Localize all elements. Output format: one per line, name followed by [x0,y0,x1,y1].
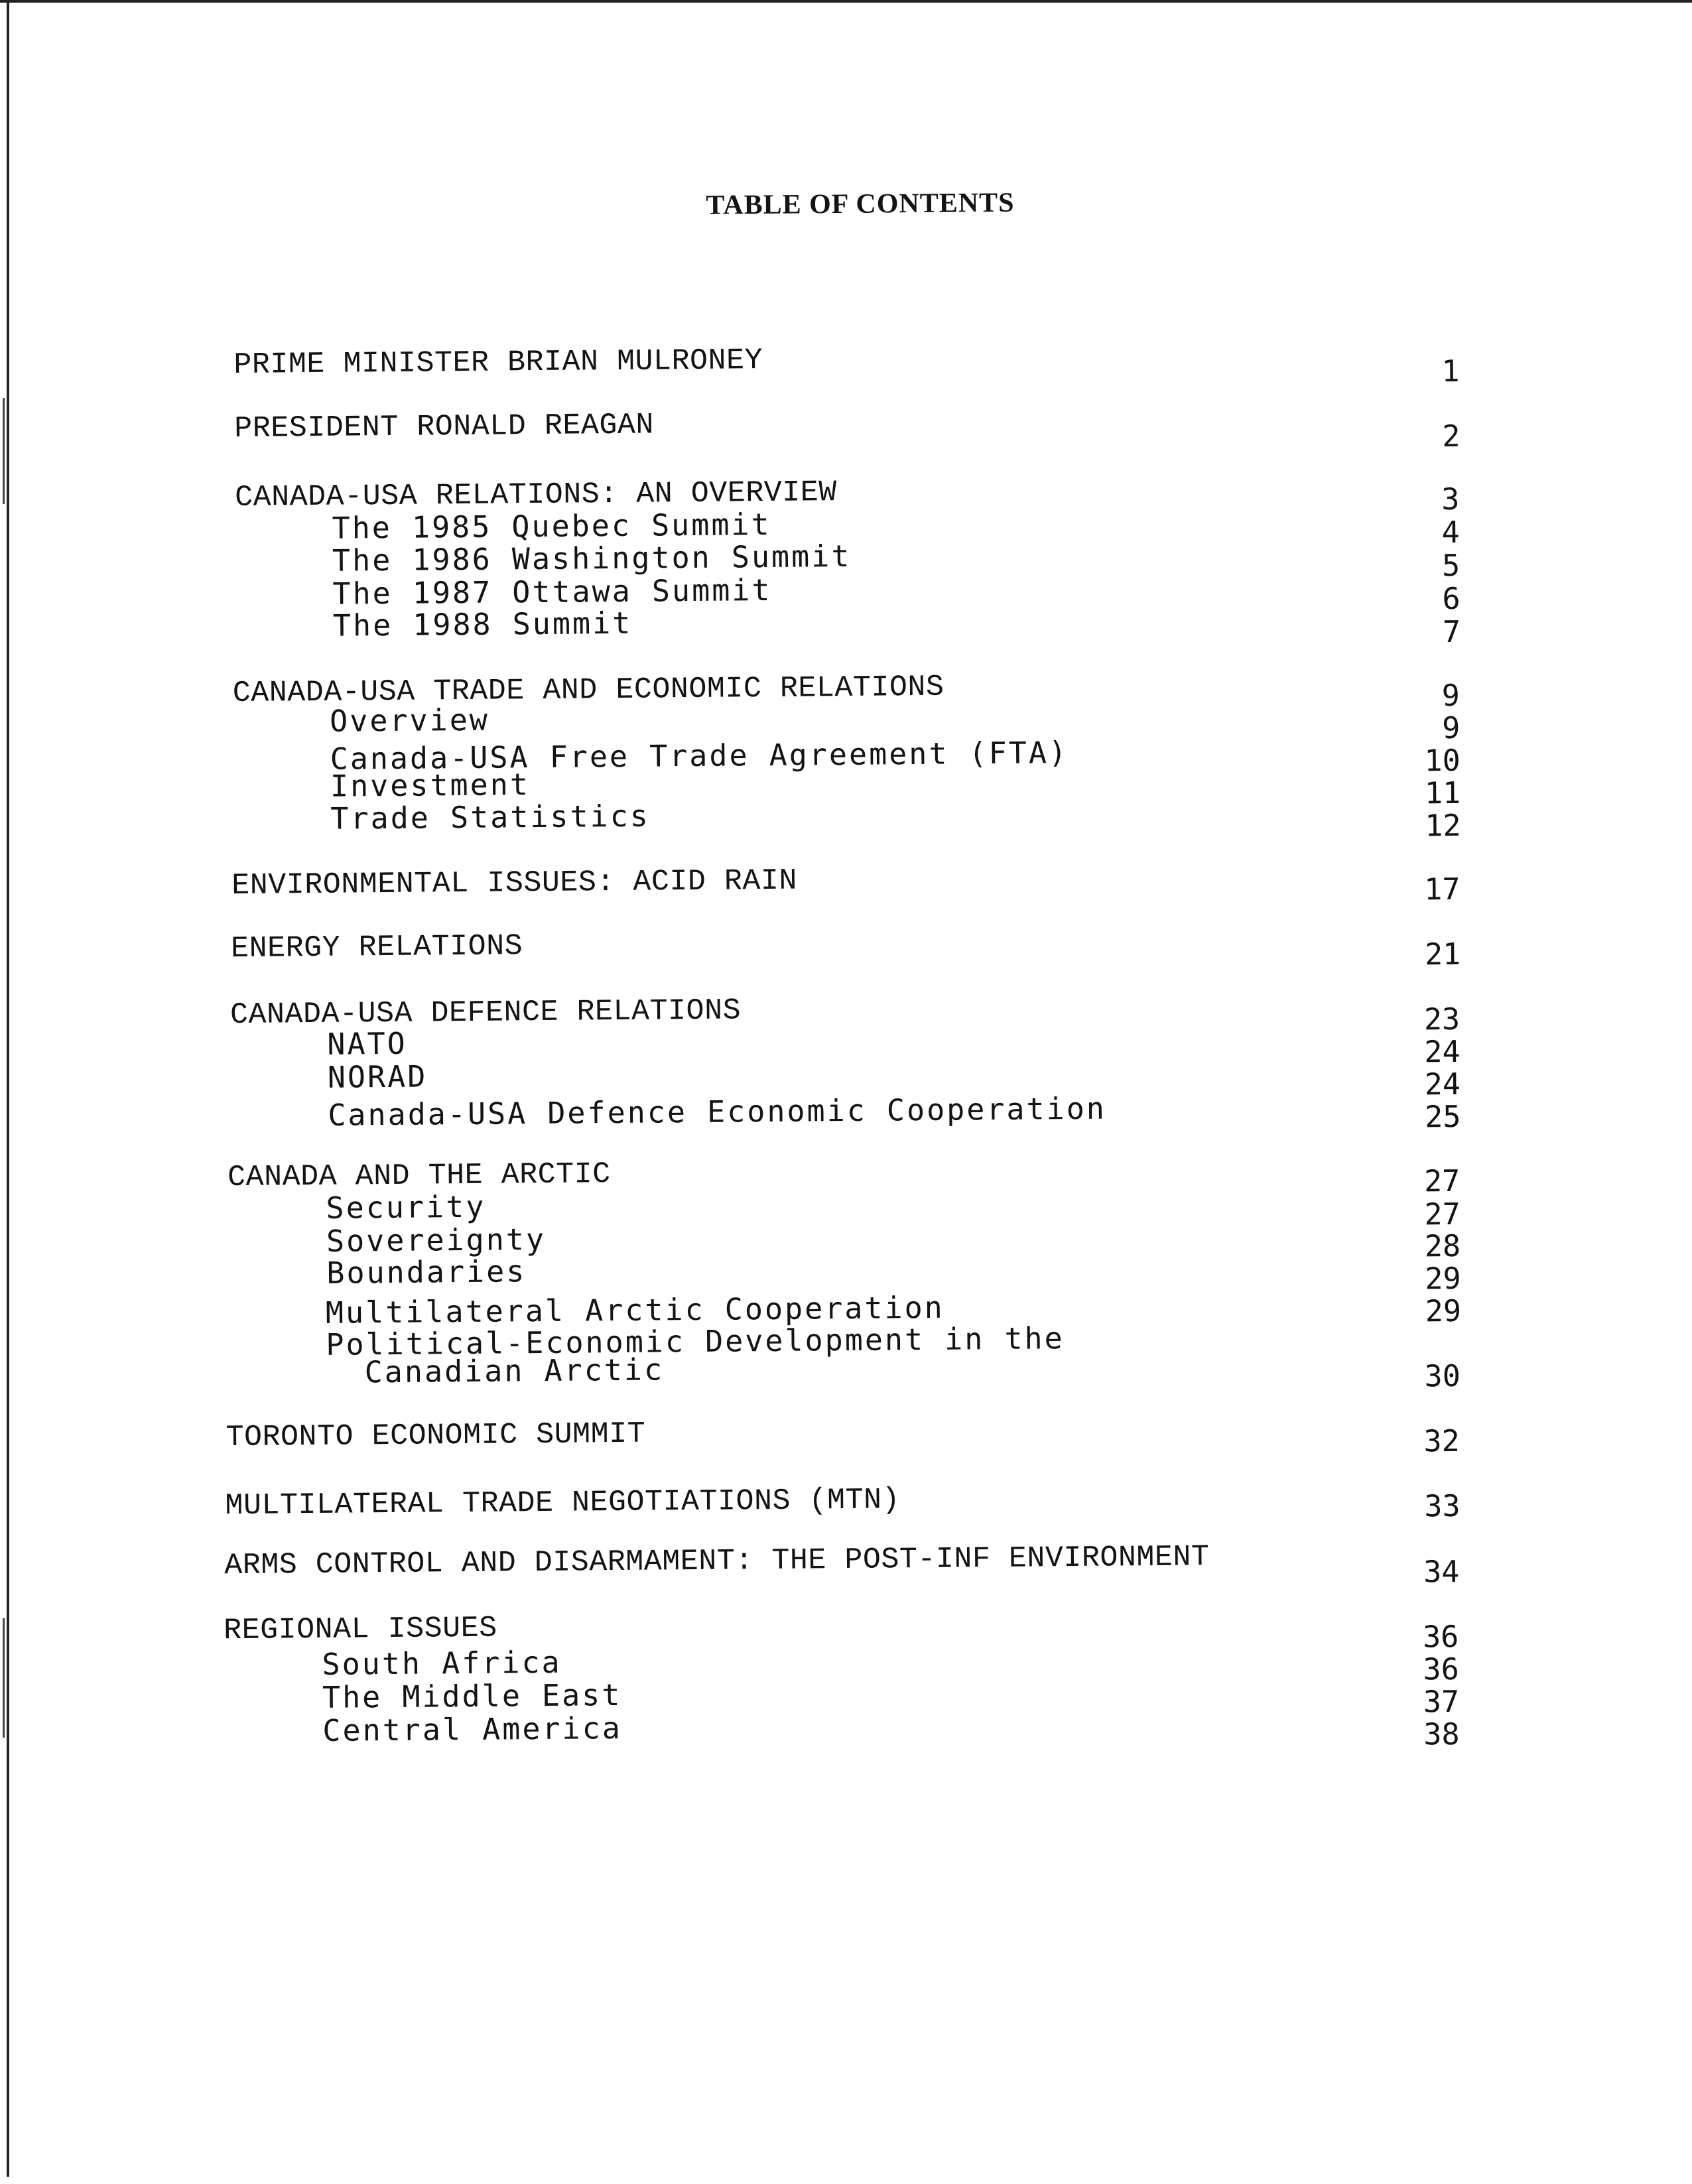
toc-page-number: 4 [1441,514,1460,550]
toc-page-number: 2 [1442,418,1461,454]
toc-subentry: The 1987 Ottawa Summit [332,572,772,611]
toc-subentry: NATO [327,1025,407,1062]
toc-subentry: Multilateral Arctic Cooperation [325,1289,944,1330]
toc-heading: CANADA-USA DEFENCE RELATIONS [229,994,742,1033]
toc-page-number: 24 [1424,1066,1461,1102]
toc-subentry: The 1988 Summit [332,605,633,643]
toc-subentry: Sovereignty [326,1221,547,1259]
toc-subentry: The 1986 Washington Summit [332,538,852,578]
toc-subentry: Trade Statistics [330,798,651,836]
toc-page-number: 32 [1423,1423,1460,1459]
toc-subentry: Security [326,1188,486,1226]
page-title: TABLE OF CONTENTS [706,187,1015,221]
toc-subentry: The 1985 Quebec Summit [332,506,771,546]
toc-subentry: NORAD [327,1059,428,1095]
toc-heading: PRESIDENT RONALD REAGAN [234,408,655,446]
toc-subentry: Canada-USA Defence Economic Cooperation [328,1090,1107,1133]
toc-subentry: Central America [322,1710,623,1748]
toc-page-number: 11 [1424,775,1461,811]
toc-subentry: Overview [329,702,490,739]
toc-page-number: 10 [1424,742,1461,779]
toc-heading: CANADA AND THE ARCTIC [227,1157,611,1195]
toc-page-number: 9 [1441,710,1461,746]
toc-page-number: 34 [1423,1553,1460,1590]
toc-subentry: Boundaries [326,1253,527,1291]
toc-page-number: 24 [1424,1033,1461,1070]
toc-page-number: 7 [1442,613,1461,650]
toc-page-number: 37 [1423,1683,1460,1720]
toc-page-number: 25 [1424,1098,1461,1135]
toc-page-number: 29 [1425,1260,1461,1297]
toc-heading: ENERGY RELATIONS [230,929,523,966]
toc-heading: CANADA-USA RELATIONS: AN OVERVIEW [234,476,838,515]
toc-page-number: 9 [1441,677,1461,714]
toc-page-number: 38 [1423,1716,1460,1752]
toc-subentry: Investment [330,767,531,804]
toc-page-number: 12 [1425,807,1461,844]
toc-page-number: 28 [1424,1228,1461,1264]
toc-page-number: 30 [1424,1358,1461,1394]
toc-subentry-continued: Canadian Arctic [364,1352,665,1390]
toc-page-number: 27 [1424,1196,1461,1232]
toc-subentry: Political-Economic Development in the [326,1320,1065,1362]
toc-page-number: 1 [1441,353,1460,389]
toc-page-number: 29 [1425,1293,1462,1329]
toc-subentry: South Africa [322,1644,562,1682]
toc-subentry: The Middle East [322,1677,622,1715]
toc-heading: ENVIRONMENTAL ISSUES: ACID RAIN [231,864,798,903]
toc-page-number: 17 [1423,871,1461,907]
toc-subentry: Canada-USA Free Trade Agreement (FTA) [330,735,1069,777]
toc-page-number: 23 [1423,1001,1461,1037]
toc-page-number: 36 [1422,1618,1459,1655]
toc-heading: PRIME MINISTER BRIAN MULRONEY [233,344,763,383]
toc-page-number: 33 [1424,1488,1461,1524]
toc-heading: ARMS CONTROL AND DISARMAMENT: THE POST-INF ENVIRONMENT [224,1540,1210,1583]
toc-page-number: 36 [1423,1651,1459,1687]
toc-page-number: 6 [1442,580,1461,617]
toc-page-number: 5 [1441,547,1461,584]
toc-heading: TORONTO ECONOMIC SUMMIT [226,1417,646,1455]
toc-heading: REGIONAL ISSUES [223,1611,497,1648]
toc-page-number: 21 [1424,936,1461,972]
toc-heading: MULTILATERAL TRADE NEGOTIATIONS (MTN) [225,1483,901,1523]
toc-page-number: 27 [1423,1163,1461,1199]
toc-page-number: 3 [1441,481,1460,517]
toc-heading: CANADA-USA TRADE AND ECONOMIC RELATIONS [232,670,944,711]
